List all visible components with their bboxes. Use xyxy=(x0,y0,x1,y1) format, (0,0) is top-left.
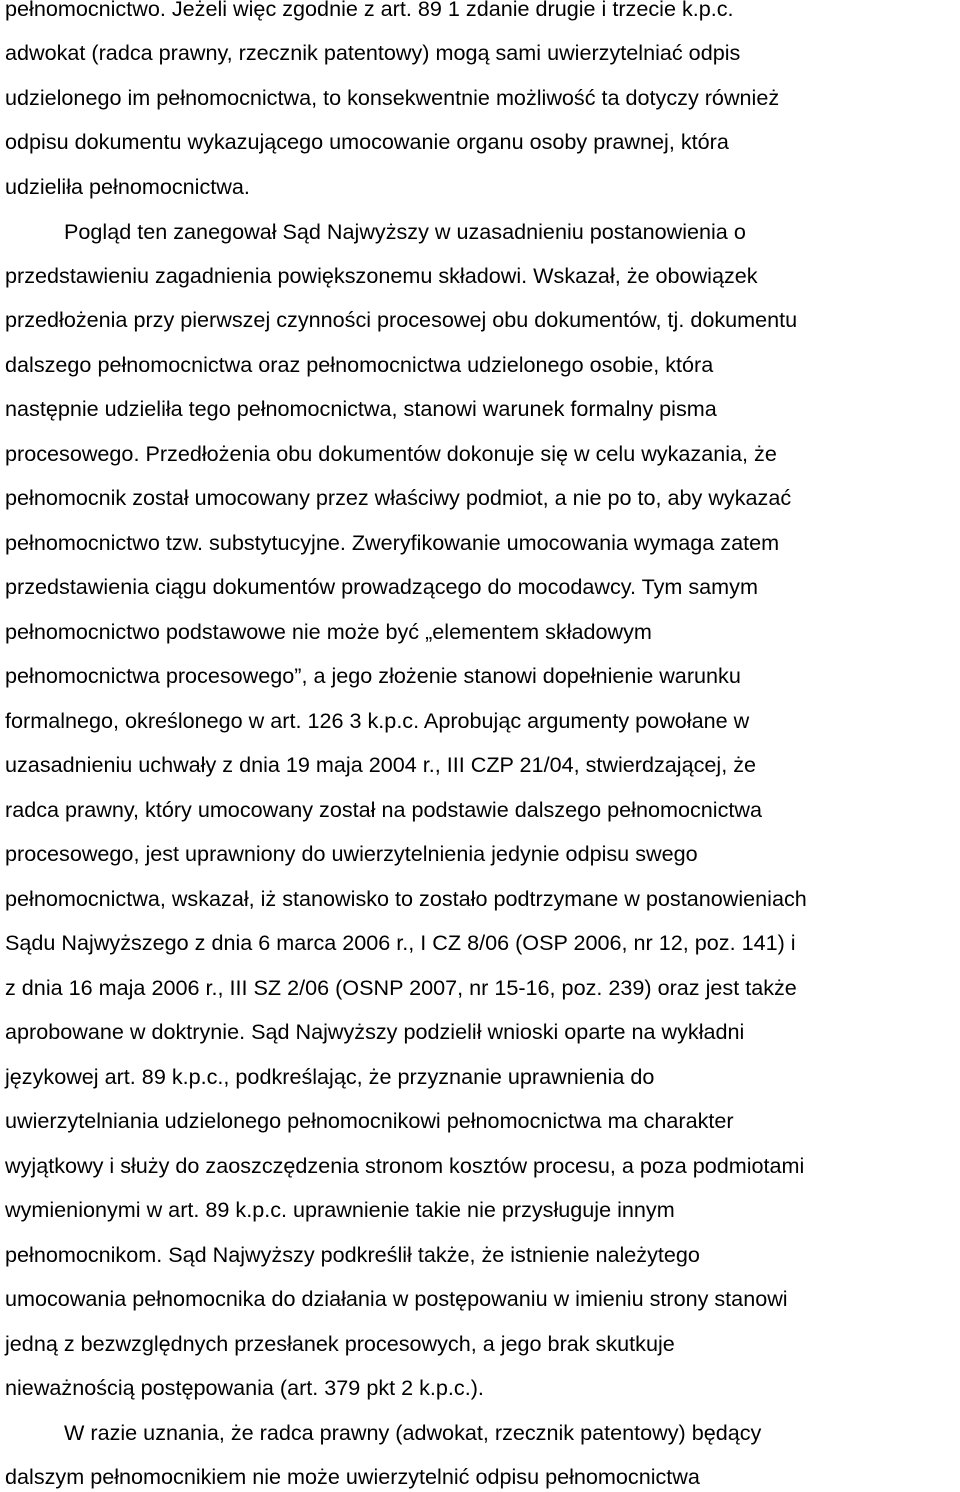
text-line: Pogląd ten zanegował Sąd Najwyższy w uzasadnieniu postanowienia o xyxy=(64,219,746,244)
text-line: przedłożenia przy pierwszej czynności procesowej obu dokumentów, tj. dokumentu xyxy=(5,307,798,332)
text-line: W razie uznania, że radca prawny (adwokat, rzecznik patentowy) będący xyxy=(64,1420,762,1445)
text-line: uzasadnieniu uchwały z dnia 19 maja 2004 r., III CZP 21/04, stwierdzającej, że xyxy=(5,752,757,777)
text-line: jedną z bezwzględnych przesłanek procesowych, a jego brak skutkuje xyxy=(5,1331,675,1356)
text-line: udzieliła pełnomocnictwa. xyxy=(5,174,250,199)
text-line: dalszym pełnomocnikiem nie może uwierzytelnić odpisu pełnomocnictwa xyxy=(5,1464,700,1489)
text-line: dalszego pełnomocnictwa oraz pełnomocnictwa udzielonego osobie, która xyxy=(5,352,714,377)
text-line: uwierzytelniania udzielonego pełnomocnikowi pełnomocnictwa ma charakter xyxy=(5,1108,734,1133)
text-line: pełnomocnictwo. Jeżeli więc zgodnie z art. 89 1 zdanie drugie i trzecie k.p.c. xyxy=(5,0,734,21)
text-line: pełnomocnictwa, wskazał, iż stanowisko to zostało podtrzymane w postanowieniach xyxy=(5,886,807,911)
text-line: procesowego, jest uprawniony do uwierzytelnienia jedynie odpisu swego xyxy=(5,841,698,866)
text-line: wymienionymi w art. 89 k.p.c. uprawnienie takie nie przysługuje innym xyxy=(5,1197,675,1222)
text-line: udzielonego im pełnomocnictwa, to konsekwentnie możliwość ta dotyczy również xyxy=(5,85,780,110)
text-line: nieważnością postępowania (art. 379 pkt 2 k.p.c.). xyxy=(5,1375,484,1400)
text-line: wyjątkowy i służy do zaoszczędzenia stronom kosztów procesu, a poza podmiotami xyxy=(5,1153,805,1178)
text-line: pełnomocnik został umocowany przez właściwy podmiot, a nie po to, aby wykazać xyxy=(5,485,792,510)
text-line: pełnomocnictwa procesowego”, a jego złożenie stanowi dopełnienie warunku xyxy=(5,663,741,688)
text-line: aprobowane w doktrynie. Sąd Najwyższy podzielił wnioski oparte na wykładni xyxy=(5,1019,745,1044)
text-line: następnie udzieliła tego pełnomocnictwa, stanowi warunek formalny pisma xyxy=(5,396,717,421)
text-line: pełnomocnikom. Sąd Najwyższy podkreślił także, że istnienie należytego xyxy=(5,1242,700,1267)
text-line: językowej art. 89 k.p.c., podkreślając, że przyznanie uprawnienia do xyxy=(5,1064,655,1089)
text-line: pełnomocnictwo podstawowe nie może być „elementem składowym xyxy=(5,619,652,644)
text-line: radca prawny, który umocowany został na podstawie dalszego pełnomocnictwa xyxy=(5,797,762,822)
text-line: pełnomocnictwo tzw. substytucyjne. Zweryfikowanie umocowania wymaga zatem xyxy=(5,530,780,555)
text-line: adwokat (radca prawny, rzecznik patentowy) mogą sami uwierzytelniać odpis xyxy=(5,40,741,65)
text-line: przedstawieniu zagadnienia powiększonemu składowi. Wskazał, że obowiązek xyxy=(5,263,758,288)
text-line: umocowania pełnomocnika do działania w postępowaniu w imieniu strony stanowi xyxy=(5,1286,788,1311)
text-line: odpisu dokumentu wykazującego umocowanie organu osoby prawnej, która xyxy=(5,129,729,154)
text-line: formalnego, określonego w art. 126 3 k.p.c. Aprobując argumenty powołane w xyxy=(5,708,750,733)
text-line: przedstawienia ciągu dokumentów prowadzącego do mocodawcy. Tym samym xyxy=(5,574,758,599)
text-line: procesowego. Przedłożenia obu dokumentów dokonuje się w celu wykazania, że xyxy=(5,441,777,466)
text-line: z dnia 16 maja 2006 r., III SZ 2/06 (OSNP 2007, nr 15-16, poz. 239) oraz jest także xyxy=(5,975,797,1000)
text-line: Sądu Najwyższego z dnia 6 marca 2006 r., I CZ 8/06 (OSP 2006, nr 12, poz. 141) i xyxy=(5,930,796,955)
